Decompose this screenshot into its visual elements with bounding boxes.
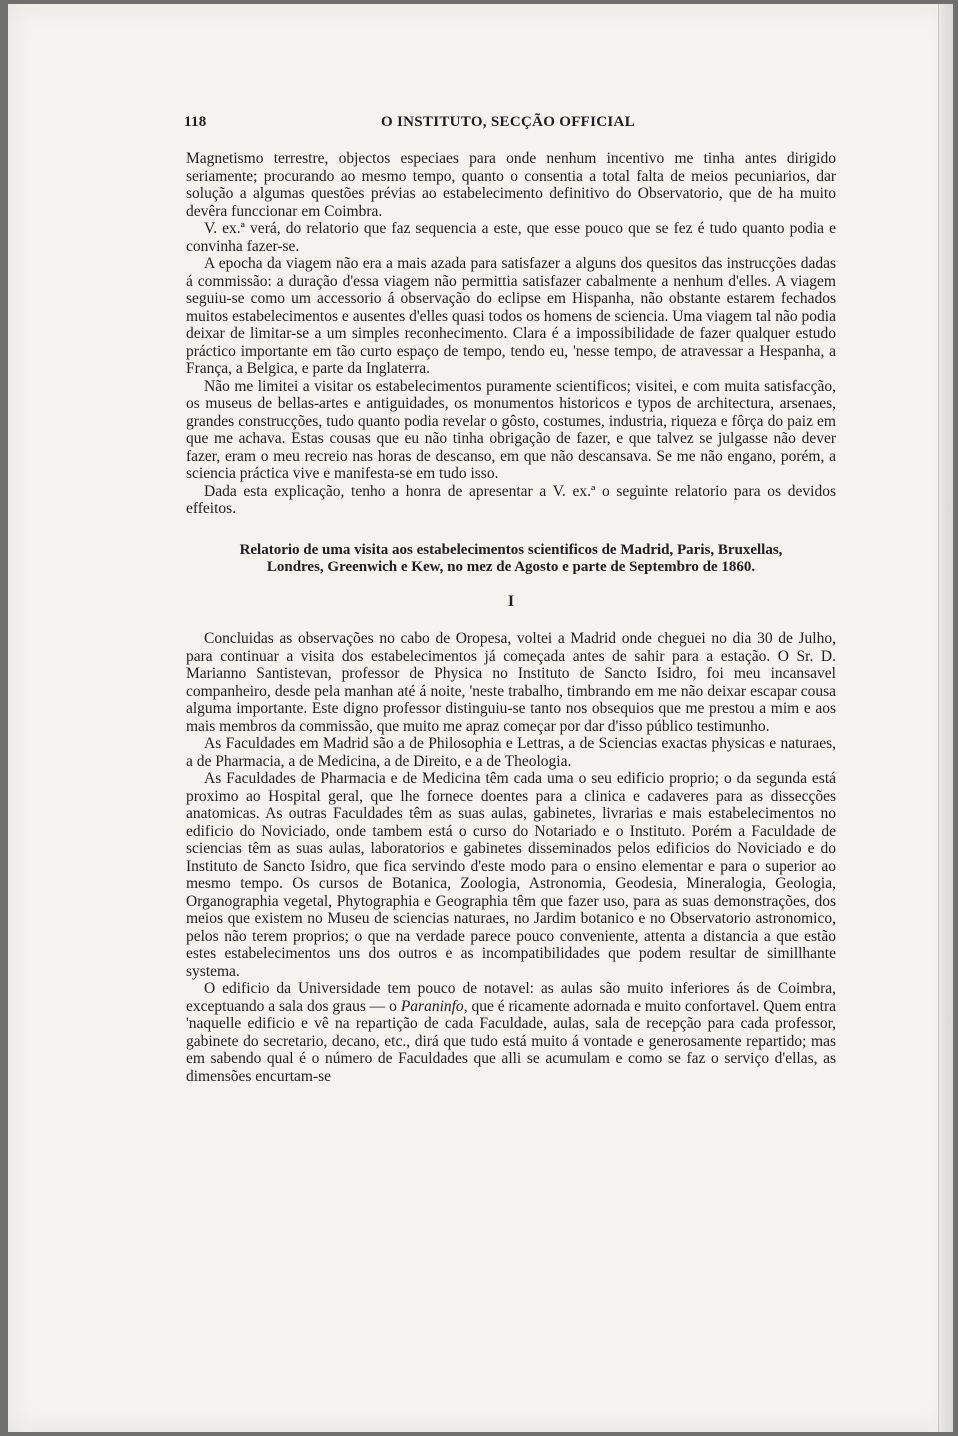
paragraph-text: O edificio da Universidade tem pouco de notavel: as aulas são muito inferiores ás de Coimbra, exceptuando a sala dos graus — o xyxy=(186,980,836,1015)
italic-term: Paraninfo xyxy=(400,997,464,1015)
section-title-line: Londres, Greenwich e Kew, no mez de Agosto e parte de Septembro de 1860. xyxy=(266,559,756,575)
paragraph: Não me limitei a visitar os estabelecimentos puramente scientificos; visitei, e com muita satisfacção, os museus de bellas-artes e antiguidades, os monumentos historicos e typos de architectura, arsenaes, grandes construcções, tudo quanto podia revelar o gôsto, costumes, industria, riqueza e fôrça do paiz em que me achava. Estas cousas que eu não tinha obrigação de fazer, e que talvez se julgasse não dever fazer, eram o meu recreio nas horas de descanso, em que não descansava. Se me não engano, porém, a sciencia práctica vive e manifesta-se em tudo isso. xyxy=(186,377,836,482)
page-edge xyxy=(938,4,953,1432)
paragraph: Concluidas as observações no cabo de Oropesa, voltei a Madrid onde cheguei no dia 30 de Julho, para continuar a visita dos estabelecimentos já começada antes de sahir para a estação. O Sr. D. Marianno Santistevan, professor de Physica no Instituto de Sancto Isidro, foi meu incansavel companheiro, desde pela manhan até á noite, 'neste trabalho, timbrando em me não deixar escapar cousa alguma importante. Este digno professor distinguiu-se tanto nos obsequios que me prestou a mim e aos mais membros da commissão, que muito me apraz começar por dar d'isso público testimunho. xyxy=(186,630,836,735)
body-text xyxy=(186,150,836,1085)
section-title xyxy=(186,542,836,577)
running-title: O INSTITUTO, SECÇÃO OFFICIAL xyxy=(380,114,635,130)
page-header xyxy=(184,114,832,136)
paragraph: A epocha da viagem não era a mais azada para satisfazer a alguns dos quesitos das instrucções dadas á commissão: a duração d'essa viagem não permittia satisfazer cabalmente a nenhum d'elles. A viagem seguiu-se como um accessorio á observação do eclipse em Hispanha, não obstante estarem fechados muitos estabelecimentos e ausentes d'elles quasi todos os homens de sciencia. Uma viagem tal não podia deixar de limitar-se a um simples reconhecimento. Clara é a impossibilidade de fazer qualquer estudo práctico importante em tão curto espaço de tempo, tendo eu, 'nesse tempo, de atravessar a Hespanha, a França, a Belgica, e parte da Inglaterra. xyxy=(186,255,836,377)
paragraph: Dada esta explicação, tenho a honra de apresentar a V. ex.ª o seguinte relatorio para os devidos effeitos. xyxy=(186,482,836,517)
paragraph xyxy=(186,980,836,1085)
section-number: I xyxy=(507,592,515,610)
paragraph: As Faculdades em Madrid são a de Philosophia e Lettras, a de Sciencias exactas physicas e naturaes, a de Pharmacia, a de Medicina, a de Direito, e a de Theologia. xyxy=(186,735,836,770)
paragraph: Magnetismo terrestre, objectos especiaes para onde nenhum incentivo me tinha antes dirigido seriamente; procurando ao mesmo tempo, quanto o consentia a total falta de meios pecuniarios, dar solução a algumas questões prévias ao estabelecimento definitivo do Observatorio, que de ha muito devêra funccionar em Coimbra. xyxy=(186,150,836,220)
section-title-line: Relatorio de uma visita aos estabelecimentos scientificos de Madrid, Paris, Bruxellas, xyxy=(239,541,783,558)
paragraph-text: , que é ricamente adornada e muito confortavel. Quem entra 'naquelle edificio e vê na repartição de cada Faculdade, aulas, sala de recepção para cada professor, gabinete do secretario, decano, etc., dirá que tudo está muito á vontade e generosamente repartido; mas em sabendo qual é o número de Faculdades que alli se acumulam e como se faz o serviço d'ellas, as dimensões encurtam-se xyxy=(186,997,836,1085)
page-number: 118 xyxy=(184,114,207,130)
paragraph: As Faculdades de Pharmacia e de Medicina têm cada uma o seu edificio proprio; o da segunda está proximo ao Hospital geral, que lhe fornece doentes para a clinica e cadaveres para as dissecções anatomicas. As outras Faculdades têm as suas aulas, gabinetes, livrarias e mais estabelecimentos no edificio do Noviciado, onde tambem está o curso do Notariado e o Instituto. Porém a Faculdade de sciencias têm as suas aulas, laboratorios e gabinetes disseminados pelos edificios do Noviciado e do Instituto de Sancto Isidro, que fica servindo d'este modo para o ensino elementar e para o superior ao mesmo tempo. Os cursos de Botanica, Zoologia, Astronomia, Geodesia, Mineralogia, Geologia, Organographia vegetal, Phytographia e Geographia têm que fazer uso, para as suas demonstrações, dos meios que existem no Museu de sciencias naturaes, no Jardim botanico e no Observatorio astronomico, pelos não terem proprios; o que na verdade parece pouco conveniente, attenta a distancia a que estão estes estabelecimentos uns dos outros e as incompatibilidades que podem resultar de simillhante systema. xyxy=(186,770,836,980)
paragraph: V. ex.ª verá, do relatorio que faz sequencia a este, que esse pouco que se fez é tudo quanto podia e convinha fazer-se. xyxy=(186,220,836,255)
